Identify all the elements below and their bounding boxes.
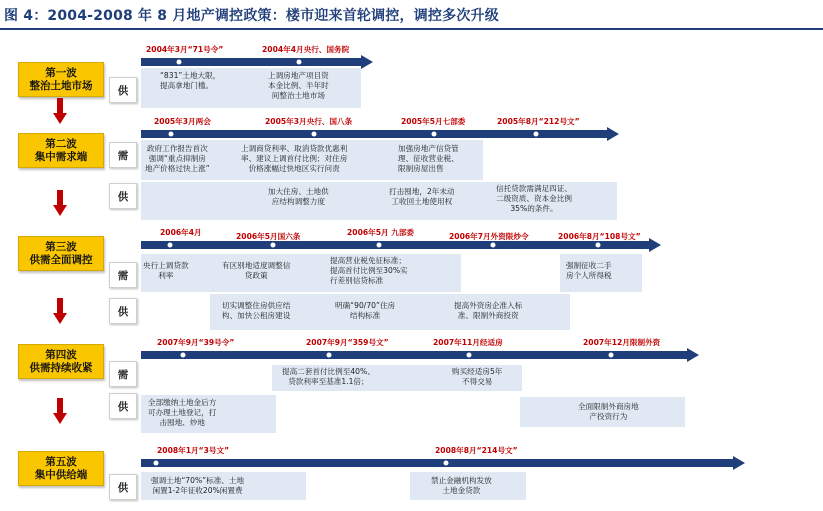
timeline-label: 2005年3月两会 bbox=[154, 117, 211, 126]
policy-text: 加大住房、土地供 应结构调整力度 bbox=[268, 187, 329, 206]
wave-5-desc: 集中供给端 bbox=[34, 468, 88, 481]
policy-text: 有区别地适度调整信 贷政策 bbox=[222, 261, 291, 280]
supply-tag: 供 bbox=[109, 393, 137, 419]
policy-text: 购买经适房5年 不得交易 bbox=[452, 367, 503, 386]
timeline-label: 2007年12月限制外资 bbox=[583, 338, 661, 347]
demand-tag: 需 bbox=[109, 361, 137, 387]
wave-1-box bbox=[18, 62, 104, 97]
wave-4-timeline bbox=[141, 348, 699, 362]
wave-4-name: 第四波 bbox=[45, 348, 77, 361]
title-rule bbox=[0, 28, 823, 30]
down-arrow-icon bbox=[53, 190, 67, 216]
policy-text: 强调土地“70%”标准、土地 闲置1-2年征收20%闲置费 bbox=[151, 476, 245, 495]
down-arrow-icon bbox=[53, 98, 67, 124]
policy-text: 全部缴纳土地金后方 可办理土地登记，打 击囤地、炒地 bbox=[148, 398, 217, 427]
timeline-label: 2007年11月经适房 bbox=[433, 338, 503, 347]
timeline-label: 2005年3月央行、国八条 bbox=[265, 117, 353, 126]
timeline-label: 2006年5月 九部委 bbox=[347, 228, 415, 237]
wave-5-box bbox=[18, 451, 104, 486]
wave-3-demand-band-a bbox=[141, 254, 461, 292]
policy-text: 打击囤地，2年未动 工收回土地使用权 bbox=[389, 187, 455, 206]
down-arrow-icon bbox=[53, 298, 67, 324]
timeline-label: 2006年8月“108号文” bbox=[558, 232, 641, 241]
wave-5-timeline bbox=[141, 456, 745, 470]
wave-2-timeline bbox=[141, 127, 619, 141]
timeline-label: 2008年8月“214号文” bbox=[435, 446, 518, 455]
wave-1-timeline bbox=[141, 55, 373, 69]
wave-1-name: 第一波 bbox=[45, 66, 77, 79]
wave-3-desc: 供需全面调控 bbox=[29, 253, 93, 266]
timeline-label: 2004年3月“71号令” bbox=[146, 45, 224, 54]
wave-3-box bbox=[18, 236, 104, 271]
policy-text: 央行上调贷款 利率 bbox=[143, 261, 189, 280]
timeline-label: 2007年9月“359号文” bbox=[306, 338, 389, 347]
policy-text: 信托贷款需满足四证、 二级资质、资本金比例 35%的条件。 bbox=[496, 184, 572, 213]
demand-tag: 需 bbox=[109, 142, 137, 168]
policy-text: 强制征收二手 房个人所得税 bbox=[566, 261, 612, 280]
policy-text: 加强房地产信贷管 理、征收营业税、 限制房屋出售 bbox=[398, 144, 459, 173]
wave-1-desc: 整治土地市场 bbox=[29, 79, 93, 92]
supply-tag: 供 bbox=[109, 474, 137, 500]
policy-text: 上调商贷利率、取消贷款优惠利 率、建议上调首付比例；对住房 价格涨幅过快地区实行问责 bbox=[241, 144, 348, 173]
wave-4-box bbox=[18, 344, 104, 379]
policy-text: 提高营业税免征标准； 提高首付比例至30%实 行差别信贷标准 bbox=[330, 256, 408, 285]
wave-2-name: 第二波 bbox=[45, 137, 77, 150]
policy-text: 上调房地产项目资 本金比例、半年时 间整治土地市场 bbox=[268, 71, 329, 100]
policy-text: “831”土地大限， 提高拿地门槛。 bbox=[160, 71, 221, 90]
policy-text: 提高二套首付比例至40%、 贷款利率至基准1.1倍； bbox=[282, 367, 375, 386]
policy-text: 全面限制外商房地 产投资行为 bbox=[578, 402, 639, 421]
wave-3-name: 第三波 bbox=[45, 240, 77, 253]
timeline-label: 2005年8月“212号文” bbox=[497, 117, 580, 126]
demand-tag: 需 bbox=[109, 262, 137, 288]
timeline-label: 2007年9月“39号令” bbox=[157, 338, 235, 347]
wave-2-box bbox=[18, 133, 104, 168]
supply-tag: 供 bbox=[109, 77, 137, 103]
timeline-label: 2004年4月央行、国务院 bbox=[262, 45, 350, 54]
wave-5-name: 第五波 bbox=[45, 455, 77, 468]
policy-text: 切实调整住房供应结 构、加快公租房建设 bbox=[222, 301, 291, 320]
policy-text: 提高外资房企准入标 准、限制外商投资 bbox=[454, 301, 523, 320]
wave-2-desc: 集中需求端 bbox=[34, 150, 88, 163]
policy-text: 明确“90/70”住房 结构标准 bbox=[335, 301, 396, 320]
supply-tag: 供 bbox=[109, 183, 137, 209]
wave-4-desc: 供需持续收紧 bbox=[29, 361, 93, 374]
figure-title: 图 4：2004-2008 年 8 月地产调控政策：楼市迎来首轮调控，调控多次升级 bbox=[4, 8, 499, 24]
timeline-label: 2005年5月七部委 bbox=[401, 117, 466, 126]
down-arrow-icon bbox=[53, 398, 67, 424]
supply-tag: 供 bbox=[109, 298, 137, 324]
timeline-label: 2006年5月国六条 bbox=[236, 232, 301, 241]
timeline-label: 2006年4月 bbox=[160, 228, 202, 237]
policy-text: 禁止金融机构发放 土地金贷款 bbox=[431, 476, 492, 495]
timeline-label: 2006年7月外资限炒令 bbox=[449, 232, 529, 241]
policy-text: 政府工作报告首次 强调“重点抑制房 地产价格过快上涨” bbox=[145, 144, 210, 173]
timeline-label: 2008年1月“3号文” bbox=[157, 446, 230, 455]
